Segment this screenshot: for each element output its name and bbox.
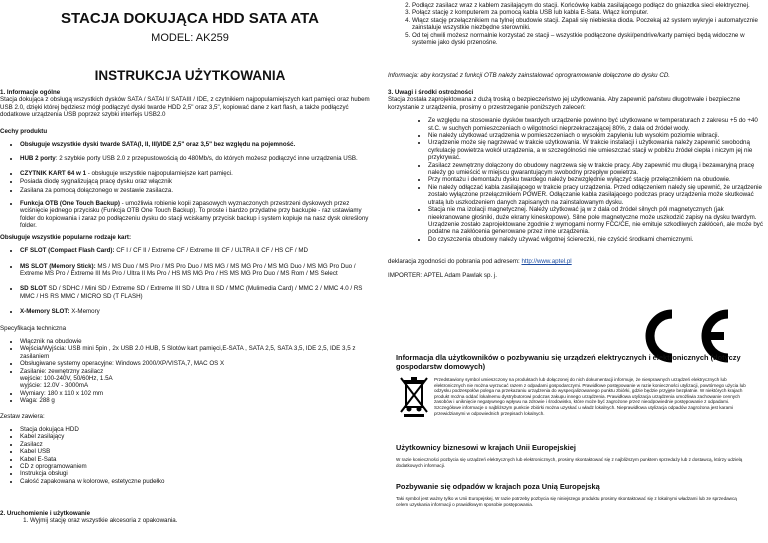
document-title: STACJA DOKUJĄCA HDD SATA ATA <box>60 10 320 27</box>
recycling-heading: Informacja dla użytkowników o pozbywaniu się urządzeń elektrycznych i elektronicznych (dotyczy gospodarstw domowych) <box>396 353 741 371</box>
list-item: • Obsługuje wszystkie dyski twarde SATA(I, II, III)/IDE 2,5" oraz 3,5" bez względu na pojemność. <box>20 141 372 148</box>
list-item: • Przy montażu i demontażu dysku twardego należy bezwzględnie wyłączyć stację przełącznikiem na obudowie. <box>428 176 764 183</box>
list-item: wejście: 100-240V, 50/60Hz, 1.5A <box>20 374 113 382</box>
list-item: • Zasilacz <box>20 441 372 448</box>
list-item: • Posiada diodę sygnalizującą pracę dysku oraz włącznik <box>20 178 372 185</box>
otb-note: Informacja: aby korzystać z funkcji OTB należy zainstalować oprogramowanie dołączone do dysku CD. <box>388 72 671 79</box>
left-column <box>0 0 380 543</box>
recycling-section <box>396 354 746 372</box>
business-text: W razie konieczności pozbycia się urządzeń elektrycznych lub elektronicznych, prosimy skontaktować się z najbliższym punktem sprzedaży lub z dostawcą, którzy udzielą dodatkowych informacji. <box>396 457 743 468</box>
cards-list <box>0 247 372 315</box>
list-item: 3. Połącz stację z komputerem za pomocą kabla USB lub kabla E-Sata. Włącz komputer. <box>412 9 760 16</box>
list-item: • Do czyszczenia obudowy należy używać wilgotnej ściereczki, nie czyścić środkami chemicznymi. <box>428 236 764 243</box>
steps-list-continued <box>388 2 760 46</box>
section1-heading: 1. Informacje ogólne <box>0 89 61 96</box>
recycling-text: Przedstawiony symbol umieszczony na produktach lub dołączonej do nich dokumentacji informuje, że niesprawnych urządzeń elektrycznych lub elektronicznych nie można wyrzucać razem z odpadami gospodarczymi. Prawidłowe postępowanie w razie konieczności utylizacji, powtórnego użycia lub odzysku podzespołów polega na przekazaniu urządzenia do wyspecjalizowanego punktu zbiórki, gdzie będzie przyjęte bezpłatnie. W niektórych krajach produkt można oddać lokalnemu dystrybutorowi podczas zakupu innego urządzenia. Prawidłowa utylizacja urządzenia umożliwia zachowanie cennych zasobów i uniknięcie negatywnego wpływu na zdrowie i środowisko, które może być zagrożone przez nieodpowiednie postępowanie z odpadami. Szczegółowe informacje o najbliższym punkcie zbiórki można uzyskać u władz lokalnych. Nieprawidłowa utylizacja odpadów zagrożona jest karami przewidzianymi w odpowiednich przepisach lokalnych. <box>434 377 746 416</box>
list-item: • CF SLOT (Compact Flash Card): CF I / CF II / Extreme CF / Extreme III CF / ULTRA II CF / HS CF / MD <box>20 247 372 254</box>
cards-heading: Obsługuje wszystkie popularne rodzaje kart: <box>0 233 132 241</box>
declaration-text: deklaracja zgodności do pobrania pod adresem: <box>388 258 522 265</box>
business-heading: Użytkownicy biznesowi w krajach Unii Europejskiej <box>396 443 576 452</box>
list-item: 5. Od tej chwili możesz normalnie korzystać ze stacji – wszystkie podłączone dyski/pendrive/karty pamięci będą widoczne w systemie jako dyski przenośne. <box>412 32 760 47</box>
list-item: • Kabel E-Sata <box>20 456 372 463</box>
spec-heading: Specyfikacja techniczna <box>0 324 67 332</box>
features-list <box>0 141 372 230</box>
list-item: • Ze względu na stosowanie dysków twardych urządzenie powinno być użytkowane w temperaturach z zakresu +5 do +40 st.C. w suchych pomieszczeniach o wilgotności nieprzekraczającej 80%, z dala od źródeł wody. <box>428 117 764 132</box>
section3-intro: Stacja została zaprojektowana z dużą troską o bezpieczeństwo jej użytkowania. Aby zapewnić państwu długotrwałe i bezpieczne korzystanie z urządzenia, prosimy o przestrzeganie poniższych zaleceń: <box>388 96 741 111</box>
list-item: wyjście: 12.0V - 3000mA <box>20 382 89 390</box>
crossed-bin-icon <box>398 375 430 417</box>
list-item: • Obsługiwane systemy operacyjne: Windows 2000/XP/VISTA,7, MAC OS X <box>20 360 372 367</box>
section-general <box>0 89 372 485</box>
declaration-link[interactable]: http://www.aptel.pl <box>521 258 572 265</box>
list-item: • Nie należy odłączać kabla zasilającego w trakcie pracy urządzenia. Przed odłączeniem należy się upewnić, że urządzenie zostało wyłączone przełącznikiem POWER. Odłączanie kabla zasilającego podczas pracy urządzenia może skutkować utratą lub uszkodzeniem danych zapisanych na zainstalowanym dysku. <box>428 184 764 206</box>
features-heading: Cechy produktu <box>0 127 48 135</box>
list-item: • Stacja nie ma izolacji magnetycznej. Należy użytkować ją w z dala od źródeł silnych pól magnetycznych (jak nieekranowane głośniki, duże ekrany kineskopowe). Silne pole magnetyczne może uszkodzić zapisy na dysku twardym. Urządzenie zostało zaprojektowane zgodnie z wymogami normy FCC/CE, nie emituje szkodliwych zakłóceń, ale może być podatne na zakłócenia generowane przez inne urządzenia. <box>428 206 764 236</box>
list-item: • Waga: 288 g <box>20 397 372 404</box>
list-item: • Kabel zasilający <box>20 433 372 440</box>
spec-list <box>0 338 372 405</box>
list-item: • Kabel USB <box>20 448 372 455</box>
list-item: • CZYTNIK KART 64 w 1 - obsługuje wszystkie najpopularniejsze kart pamięci. <box>20 170 372 177</box>
list-item: 4. Włącz stację przełącznikiem na tylnej obudowie stacji. Zapali się niebieska dioda. Poczekaj aż system wykryje i automatycznie zainstaluje wszystkie niezbędne sterowniki. <box>412 17 760 32</box>
list-item: • Całość zapakowana w kolorowe, estetyczne pudełko <box>20 478 372 485</box>
list-item: • Instrukcja obsługi <box>20 470 372 477</box>
list-item: • Stacja dokująca HDD <box>20 426 372 433</box>
list-item: 2. Podłącz zasilacz wraz z kablem zasilającym do stacji. Końcówkę kabla zasilającego podłącz do gniazdka sieci elektrycznej. <box>412 2 760 9</box>
importer: IMPORTER: APTEL Adam Pawlak sp. j. <box>388 272 498 279</box>
list-item: • Wejścia/Wyjścia: USB mini 5pin , 2x USB 2.0 HUB, 5 Slotów kart pamięci,E-SATA , SATA 2,5, SATA 3,5, IDE 2,5, IDE 3,5 z zasilaniem <box>20 345 372 360</box>
outside-eu-text: Taki symbol jest ważny tylko w Unii Europejskej. W razie potrzeby pozbycia się niniejszego produktu prosimy skontaktować się z lokalnymi władzami lub ze sprzedawcą celem uzyskania informacji o prawidłowym sposobie postępowania. <box>396 496 737 507</box>
declaration <box>388 258 760 265</box>
manual-title: INSTRUKCJA UŻYTKOWANIA <box>94 68 286 83</box>
list-item: • Zasilanie: zewnętrzny zasilacz <box>20 368 372 375</box>
list-item: • Zasilana za pomocą dołączonego w zestawie zasilacza. <box>20 187 372 194</box>
section-startup <box>0 510 372 525</box>
list-item: • Funkcja OTB (One Touch Backup) - umożliwia robienie kopii zapasowych wyznaczonych przestrzeni dyskowych przez wciśnięcie jednego przycisku (Funkcja OTB One Touch Backup). To proste i bardzo przydatne przy backupie - raz ustawiamy folder do kopiowania i zaraz po podłączeniu dysku do stacji wciskamy przycisk backup i system kopiuje na nasz dysk określony folder. <box>20 200 372 230</box>
kit-heading: Zestaw zawiera: <box>0 412 45 420</box>
section2-heading: 2. Uruchomienie i użytkowanie <box>0 510 91 517</box>
section1-intro: Stacja dokująca z obsługą wszystkich dysków SATA / SATAI I/ SATAIII / IDE, z czytnikiem najpopularniejszych kart pamięci oraz hubem USB 2.0, dzięki której będziesz mógł podłączyć dyski twarde HDD 2,5" oraz 3,5", kopiować dane z kart flash, a także podłączyć dodatkowe urządzenia USB poprzez szybki interfejs USB2.0 <box>0 96 370 119</box>
section3-heading: 3. Uwagi i środki ostrożności <box>388 89 474 96</box>
kit-list <box>0 426 372 485</box>
section-precautions <box>388 89 764 243</box>
list-item: • MS SLOT (Memory Stick): MS / MS Duo / MS Pro / MS Pro Duo / MS MG / MS MG Pro / MS MG Duo / MS MG Pro Duo / Extreme MS Pro / Extreme III Ms Pro / Ultra II Ms Pro / HS MS MG Pro / HS MS MG Pro Duo / MS Rom / MS Select <box>20 263 372 278</box>
outside-eu-heading: Pozbywanie się odpadów w krajach poza Unią Europejską <box>396 482 600 491</box>
list-item: • Włącznik na obudowie <box>20 338 372 345</box>
list-item: • Wymiary: 180 x 110 x 102 mm <box>20 390 372 397</box>
list-item: • Nie należy użytkować urządzenia w pomieszczeniach o wysokim zapyleniu lub wysokim poziomie wibracji. <box>428 132 764 139</box>
steps-list-start <box>0 517 372 524</box>
list-item: 1. Wyjmij stację oraz wszystkie akcesoria z opakowania. <box>30 517 372 524</box>
list-item: • X-Memory SLOT: X-Memory <box>20 308 372 315</box>
list-item: • CD z oprogramowaniem <box>20 463 372 470</box>
list-item: • Zasilacz zewnętrzny dołączony do obudowy nagrzewa się w trakcie pracy. Aby zapewnić mu długą i bezawaryjną pracę należy go umieścić w miejscu gwarantującym swobodny przepływ powietrza. <box>428 162 764 177</box>
list-item: • Urządzenie może się nagrzewać w trakcie użytkowania. W trakcie instalacji i użytkowania należy zapewnić swobodną cyrkulację powietrza wokół urządzenia, a w szczególności nie umieszczać stacji w pobliżu źródeł ciepła i niczym jej nie przykrywać. <box>428 139 764 161</box>
list-item: • HUB 2 porty: 2 szybkie porty USB 2.0 z przepustowością do 480Mb/s, do których możesz podłączyć inne urządzenia USB. <box>20 155 372 162</box>
model-number: MODEL: AK259 <box>151 32 229 44</box>
precautions-list <box>388 117 764 243</box>
list-item: • SD SLOT SD / SDHC / Mini SD / Extreme SD / Extreme III SD / Ultra II SD / MMC (Mulimedia Card) / MMC 2 / MMC 4.0 / RS MMC / HS RS MMC / MICRO SD (T FLASH) <box>20 285 372 300</box>
